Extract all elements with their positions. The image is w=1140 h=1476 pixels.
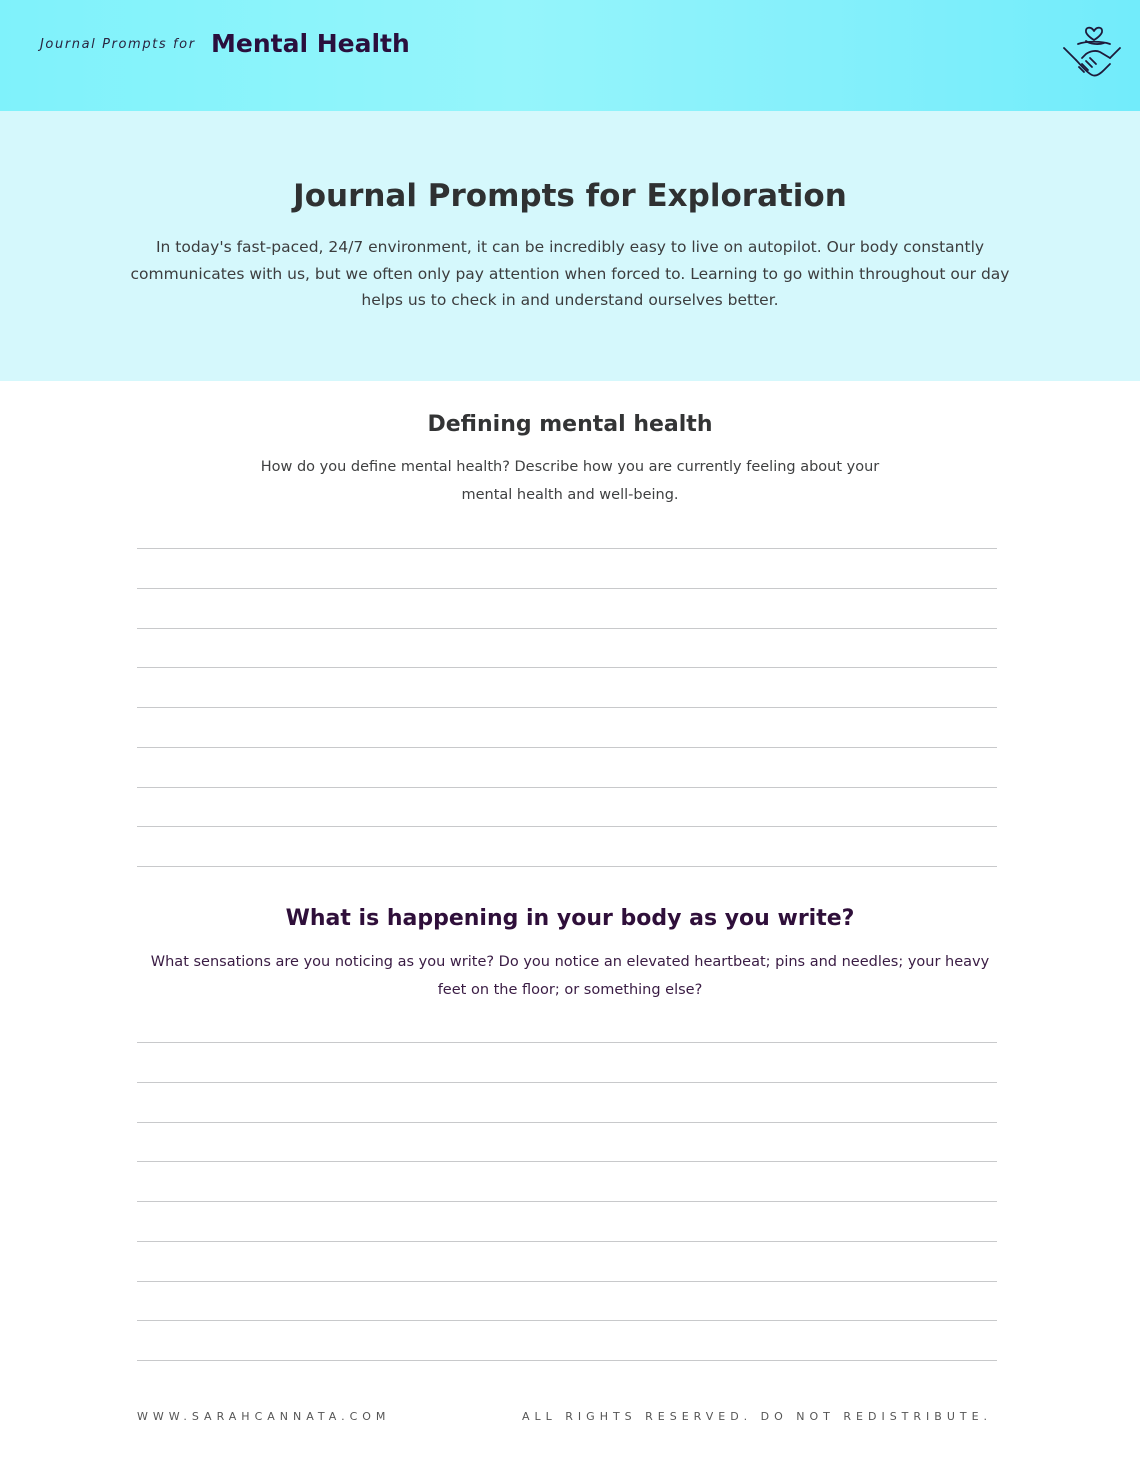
desc-line: mental health and well-being. (461, 486, 679, 503)
writing-line[interactable] (137, 1122, 997, 1123)
intro-text (100, 234, 1040, 314)
desc-line: feet on the floor; or something else? (437, 981, 703, 998)
writing-line[interactable] (137, 1281, 997, 1282)
writing-line[interactable] (137, 1241, 997, 1242)
section-title-defining: Defining mental health (427, 412, 713, 437)
desc-line: How do you define mental health? Describe how you are currently feeling about your (260, 459, 880, 475)
header-band (0, 0, 1140, 111)
writing-line[interactable] (137, 1042, 997, 1043)
writing-line[interactable] (137, 747, 997, 748)
intro-line: communicates with us, but we often only pay attention when forced to. Learning to go within throughout our day (130, 264, 1010, 283)
footer-website: WWW.SARAHCANNATA.COM (137, 1410, 391, 1423)
desc-line: What sensations are you noticing as you write? Do you notice an elevated heartbeat; pins and needles; your heavy (150, 954, 990, 970)
section-desc-body (130, 949, 1010, 1004)
writing-line[interactable] (137, 588, 997, 589)
writing-line[interactable] (137, 866, 997, 867)
writing-line[interactable] (137, 1082, 997, 1083)
footer-rights: ALL RIGHTS RESERVED. DO NOT REDISTRIBUTE. (522, 1410, 993, 1423)
writing-line[interactable] (137, 1360, 997, 1361)
writing-line[interactable] (137, 707, 997, 708)
writing-line[interactable] (137, 1320, 997, 1321)
intro-title: Journal Prompts for Exploration (293, 178, 847, 214)
writing-line[interactable] (137, 1201, 997, 1202)
writing-line[interactable] (137, 548, 997, 549)
header-subtitle: Journal Prompts for (40, 37, 196, 52)
intro-line: helps us to check in and understand ourselves better. (361, 291, 779, 309)
intro-line: In today's fast-paced, 24/7 environment, it can be incredibly easy to live on autopilot. Our body constantly (155, 238, 985, 256)
writing-line[interactable] (137, 628, 997, 629)
writing-line[interactable] (137, 787, 997, 788)
writing-line[interactable] (137, 667, 997, 668)
section-desc-defining (230, 454, 910, 509)
section-title-body: What is happening in your body as you write? (285, 906, 855, 931)
writing-line[interactable] (137, 1161, 997, 1162)
heart-handshake-icon (1060, 18, 1124, 82)
writing-line[interactable] (137, 826, 997, 827)
header-title: Mental Health (211, 29, 410, 58)
